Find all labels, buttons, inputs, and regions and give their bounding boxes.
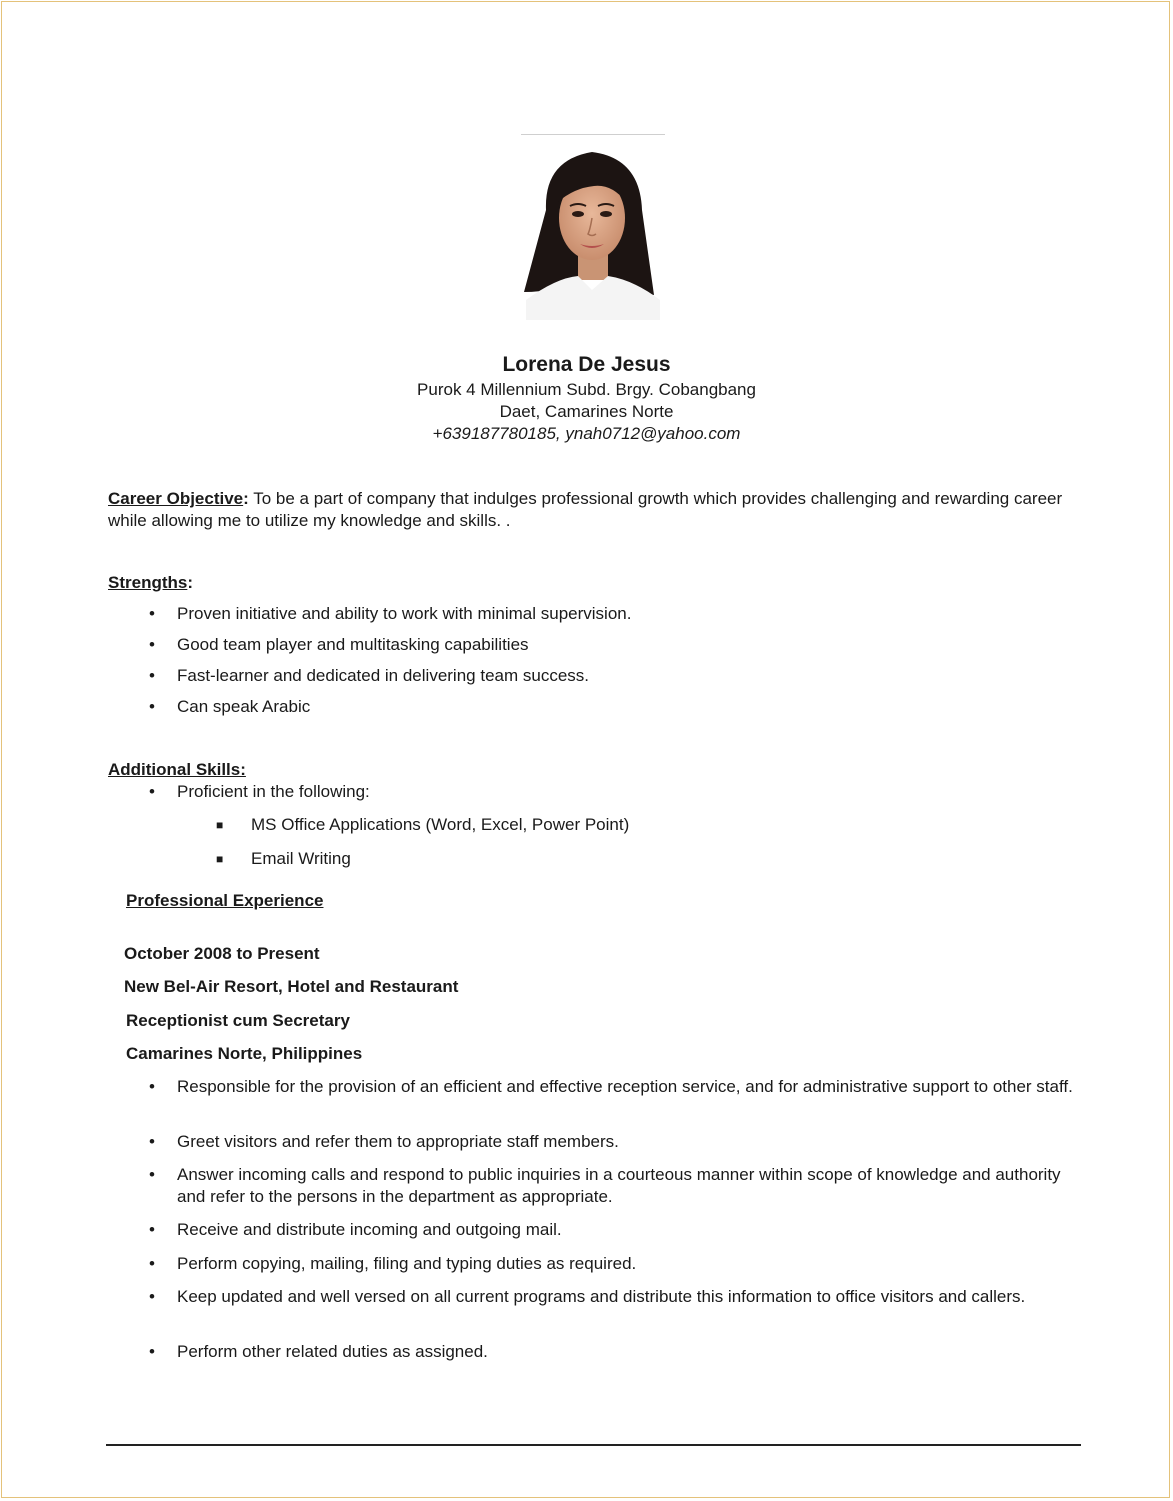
career-objective-colon: :: [243, 489, 249, 508]
bullet-icon: •: [149, 635, 155, 654]
bullet-icon: •: [149, 1220, 155, 1239]
career-objective: [108, 488, 1068, 532]
list-item: Proven initiative and ability to work with minimal supervision.: [177, 604, 632, 623]
experience-company: New Bel-Air Resort, Hotel and Restaurant: [124, 977, 459, 996]
career-objective-text: To be a part of company that indulges professional growth which provides challenging and rewarding career while allowing me to utilize my knowledge and skills. .: [108, 489, 1063, 530]
photo-divider: [521, 134, 665, 135]
list-item: Good team player and multitasking capabilities: [177, 635, 529, 654]
list-item: Email Writing: [251, 849, 351, 868]
address-line-1: Purok 4 Millennium Subd. Brgy. Cobangbang: [417, 380, 756, 399]
experience-position: Receptionist cum Secretary: [126, 1011, 350, 1030]
experience-location: Camarines Norte, Philippines: [126, 1044, 363, 1063]
list-item: Can speak Arabic: [177, 697, 311, 716]
list-item: Proficient in the following:: [177, 782, 370, 801]
professional-experience-heading: [126, 891, 323, 911]
bullet-icon: •: [149, 1165, 155, 1184]
bottom-divider: [106, 1444, 1081, 1446]
square-bullet-icon: ■: [216, 818, 224, 832]
professional-experience-title: Professional Experience: [126, 891, 324, 910]
strengths-colon: :: [187, 573, 194, 592]
bullet-icon: •: [149, 1287, 155, 1306]
list-item: Keep updated and well versed on all current programs and distribute this information to office visitors and callers.: [177, 1287, 1026, 1306]
bullet-icon: •: [149, 697, 155, 716]
list-item: MS Office Applications (Word, Excel, Power Point): [251, 815, 630, 834]
bullet-icon: •: [149, 1254, 155, 1273]
bullet-icon: •: [149, 604, 155, 623]
list-item: Perform other related duties as assigned.: [177, 1342, 488, 1361]
square-bullet-icon: ■: [216, 852, 224, 866]
profile-photo: [516, 140, 668, 320]
experience-period: October 2008 to Present: [124, 944, 320, 963]
bullet-icon: •: [149, 1342, 155, 1361]
list-item: Greet visitors and refer them to appropriate staff members.: [177, 1132, 619, 1151]
address-line-2: Daet, Camarines Norte: [499, 402, 674, 421]
bullet-icon: •: [149, 1077, 155, 1096]
career-objective-label: Career Objective: [108, 489, 244, 508]
additional-skills-title: Additional Skills:: [108, 760, 246, 779]
list-item: Perform copying, mailing, filing and typing duties as required.: [177, 1254, 637, 1273]
additional-skills-heading: [108, 760, 246, 780]
strengths-title: Strengths: [108, 573, 188, 592]
strengths-heading: [108, 573, 193, 593]
list-item: Fast-learner and dedicated in delivering team success.: [177, 666, 589, 685]
bullet-icon: •: [149, 782, 155, 801]
list-item: Responsible for the provision of an efficient and effective reception service, and for administrative support to other staff.: [177, 1077, 1073, 1096]
bullet-icon: •: [149, 666, 155, 685]
list-item: Receive and distribute incoming and outgoing mail.: [177, 1220, 562, 1239]
bullet-icon: •: [149, 1132, 155, 1151]
list-item: Answer incoming calls and respond to public inquiries in a courteous manner within scope of knowledge and authority and refer to the persons in the department as appropriate.: [177, 1165, 1061, 1206]
contact-info: +639187780185, ynah0712@yahoo.com: [432, 424, 741, 443]
candidate-name: Lorena De Jesus: [502, 353, 671, 376]
